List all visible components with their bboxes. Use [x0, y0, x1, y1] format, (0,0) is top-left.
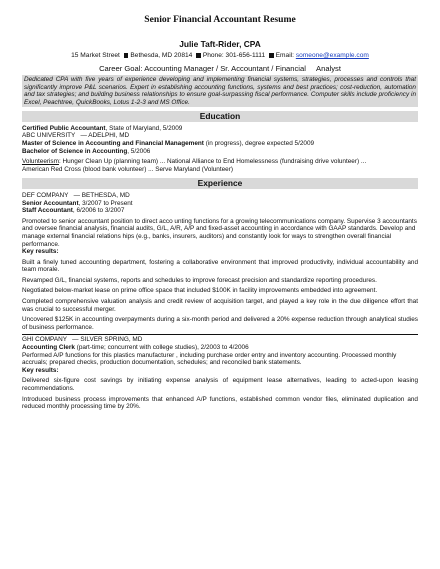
job2-result-1: Delivered six-figure cost savings by initiating expense analysis of equipment lease alternatives, leading to acted-upon leasing recommendations. — [22, 377, 418, 392]
candidate-name: Julie Taft-Rider, CPA — [179, 39, 261, 49]
job1-result-3: Negotiated below-market lease on prime office space that included $100K in facility improvements embedded into agreement. — [22, 287, 378, 295]
job1-result-5: Uncovered $125K in accounting overpayments during a six-month period and delivered a 20% expense reduction through analytical studies of business performance. — [22, 316, 418, 331]
job2-role-title: Accounting Clerk — [22, 344, 75, 352]
job2-result-2: Introduced business process improvements that enhanced A/P functions, established common vendor files, eliminated duplication and reduced monthly processing time by 20%. — [22, 395, 418, 411]
job2-description: Performed A/P functions for this plastics manufacturer , including purchase order entry and inventory accounting. Processed monthly accruals; prepared checks, production documentation, schedules; and reconciled bank statements. — [22, 351, 397, 367]
university: ABC UNIVERSITY — ADELPHI, MD — [22, 132, 130, 140]
job1-role2-title: Staff Accountant — [22, 207, 73, 215]
divider — [22, 334, 418, 335]
job2-role — [22, 344, 418, 352]
certification-detail: , State of Maryland, 5/2009 — [105, 124, 183, 132]
career-goal: Career Goal: Accounting Manager / Sr. Accountant / Financial Analyst — [99, 64, 341, 73]
job1-role2-dates: , 6/2006 to 3/2007 — [72, 207, 125, 215]
bachelor-detail: , 5/2006 — [127, 147, 151, 155]
education-heading: Education — [22, 111, 418, 122]
bachelor-degree — [22, 148, 418, 156]
contact-line — [22, 52, 418, 60]
job2-company: GHI COMPANY — SILVER SPRING, MD — [22, 336, 143, 344]
certification — [22, 125, 418, 133]
job1-description: Promoted to senior accountant position to direct acco unting functions for a growing telecommunications company. Supervise 3 accountants and oversee financial analysis, financial audits, G/L, A/R, A/P and fixed-asset accounting in accordance with GAAP standards. Develop and manage external financial relations hips (e.g., banks, insurers, auditors) and constantly look for ways to strengthen overall financial performance. — [22, 217, 417, 248]
bullet-square-icon — [196, 53, 201, 58]
job1-key-results-label: Key results: — [22, 248, 59, 256]
volunteerism-line-2: American Red Cross (blood bank volunteer) ... Serve Maryland (Volunteer) — [22, 165, 233, 173]
job2-key-results-label: Key results: — [22, 366, 59, 374]
job1-role1-title: Senior Accountant — [22, 199, 79, 207]
job1-result-1: Built a finely tuned accounting department, fostering a collaborative environment that improved productivity, individual accountability and team morale. — [22, 258, 418, 274]
contact-city: Bethesda, MD 20814 — [130, 52, 193, 59]
volunteerism — [22, 158, 418, 166]
contact-phone: Phone: 301-656-1111 — [202, 52, 266, 59]
summary-box: Dedicated CPA with five years of experience developing and implementing financial systems, strategies, processes and controls that significantly improve P&L scenarios. Expert in establishing accounting functions, systems and best practices; cost-reduction, automation and tax strategies; and building business relationships to ensure goal-surpassing fiscal performance. Computer skills include proficiency in Excel, Peachtree, QuickBooks, Lotus 1-2-3 and MS Office. — [24, 76, 416, 106]
masters-title: Master of Science in Accounting and Financial Management — [22, 140, 204, 148]
job1-role1 — [22, 200, 418, 208]
masters-detail: (in progress), degree expected 5/2009 — [203, 140, 315, 148]
contact-address: 15 Market Street — [71, 52, 120, 59]
job2-role-dates: (part-time; concurrent with college studies), 2/2003 to 4/2006 — [74, 344, 249, 352]
bachelor-title: Bachelor of Science in Accounting — [22, 147, 128, 155]
job1-role2 — [22, 207, 418, 215]
volunteerism-line-1: : Hunger Clean Up (planning team) ... National Alliance to End Homelessness (fundraising drive volunteer) ... — [58, 158, 367, 166]
bullet-square-icon — [269, 53, 274, 58]
contact-email-link[interactable]: someone@example.com — [295, 52, 369, 59]
experience-heading: Experience — [22, 178, 418, 189]
job1-company: DEF COMPANY — BETHESDA, MD — [22, 191, 130, 199]
certification-title: Certified Public Accountant — [22, 124, 106, 132]
masters-degree — [22, 140, 418, 148]
job1-result-4: Completed comprehensive valuation analysis and credit review of acquisition target, and played a key role in the due diligence effort that was crucial to successful merger. — [22, 298, 418, 313]
contact-email-label: Email: — [275, 52, 294, 59]
job1-role1-dates: , 3/2007 to Present — [78, 199, 133, 207]
volunteerism-label: Volunteerism — [22, 158, 59, 166]
job1-result-2: Revamped G/L, financial systems, reports and schedules to improve forecast precision and standardize reporting procedures. — [22, 276, 377, 284]
bullet-square-icon — [124, 53, 129, 58]
document-title: Senior Financial Accountant Resume — [144, 14, 296, 25]
